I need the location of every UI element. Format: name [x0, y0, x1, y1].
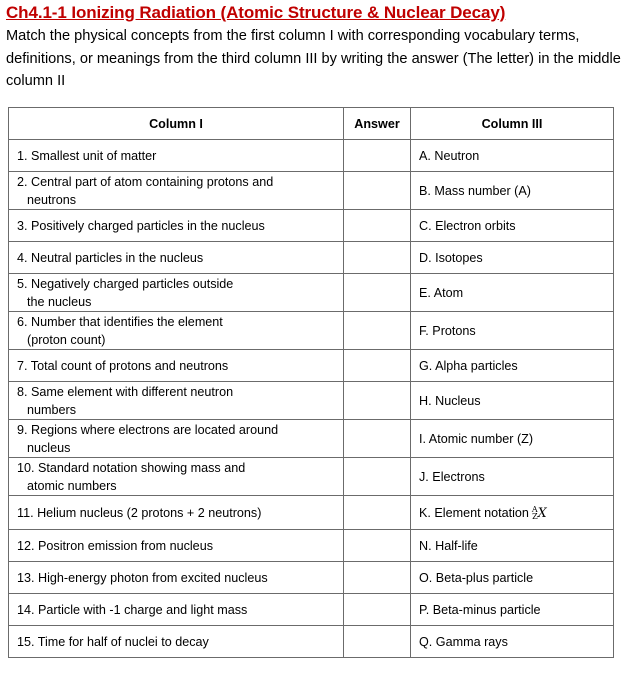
concept-text: 5. Negatively charged particles outside	[17, 276, 234, 291]
concept-text-continued: nucleus	[27, 440, 71, 455]
column-iii-cell	[411, 312, 614, 350]
table-row	[9, 496, 614, 530]
column-i-cell	[9, 350, 344, 382]
column-iii-cell	[411, 458, 614, 496]
column-iii-cell	[411, 242, 614, 274]
table-row	[9, 350, 614, 382]
term-text: K. Element notation	[419, 505, 529, 520]
concept-text: 10. Standard notation showing mass and	[17, 460, 246, 475]
column-i-header: Column I	[9, 108, 344, 140]
column-i-cell	[9, 458, 344, 496]
answer-cell[interactable]	[344, 458, 411, 496]
answer-cell[interactable]	[344, 350, 411, 382]
table-row	[9, 530, 614, 562]
answer-cell[interactable]	[344, 626, 411, 658]
concept-text: 13. High-energy photon from excited nucleus	[17, 570, 268, 585]
table-row	[9, 274, 614, 312]
term-text: F. Protons	[419, 323, 476, 338]
answer-cell[interactable]	[344, 530, 411, 562]
answer-cell[interactable]	[344, 382, 411, 420]
concept-text: 3. Positively charged particles in the nucleus	[17, 218, 265, 233]
concept-text: 6. Number that identifies the element	[17, 314, 223, 329]
column-iii-cell	[411, 496, 614, 530]
page-title: Ch4.1-1 Ionizing Radiation (Atomic Structure & Nuclear Decay)	[6, 3, 506, 22]
column-i-cell	[9, 626, 344, 658]
term-text: J. Electrons	[419, 469, 485, 484]
concept-text-continued: numbers	[27, 402, 76, 417]
concept-text-continued: neutrons	[27, 192, 77, 207]
column-i-cell	[9, 274, 344, 312]
term-text: B. Mass number (A)	[419, 183, 531, 198]
concept-text: 1. Smallest unit of matter	[17, 148, 157, 163]
concept-text: 2. Central part of atom containing protons and	[17, 174, 274, 189]
column-iii-cell	[411, 210, 614, 242]
answer-cell[interactable]	[344, 242, 411, 274]
answer-cell[interactable]	[344, 420, 411, 458]
mass-number-label: A	[531, 505, 538, 515]
term-text: C. Electron orbits	[419, 218, 516, 233]
column-iii-cell	[411, 626, 614, 658]
answer-header: Answer	[344, 108, 411, 140]
column-iii-cell	[411, 530, 614, 562]
column-i-cell	[9, 530, 344, 562]
answer-cell[interactable]	[344, 496, 411, 530]
column-iii-cell	[411, 274, 614, 312]
element-symbol-label: X	[537, 504, 547, 520]
answer-cell[interactable]	[344, 274, 411, 312]
table-row	[9, 140, 614, 172]
column-i-cell	[9, 242, 344, 274]
answer-cell[interactable]	[344, 140, 411, 172]
atomic-number-label: Z	[532, 512, 538, 522]
column-i-cell	[9, 312, 344, 350]
concept-text: 4. Neutral particles in the nucleus	[17, 250, 204, 265]
column-i-cell	[9, 210, 344, 242]
concept-text: 12. Positron emission from nucleus	[17, 538, 213, 553]
table-row	[9, 458, 614, 496]
table-row	[9, 420, 614, 458]
column-i-cell	[9, 172, 344, 210]
table-row	[9, 312, 614, 350]
term-text: Q. Gamma rays	[419, 634, 508, 649]
answer-cell[interactable]	[344, 210, 411, 242]
concept-text: 9. Regions where electrons are located around	[17, 422, 279, 437]
term-text: N. Half-life	[419, 538, 478, 553]
term-text: P. Beta-minus particle	[419, 602, 541, 617]
column-iii-header: Column III	[411, 108, 614, 140]
table-row	[9, 594, 614, 626]
answer-cell[interactable]	[344, 312, 411, 350]
term-text: O. Beta-plus particle	[419, 570, 534, 585]
column-i-cell	[9, 496, 344, 530]
concept-text-continued: atomic numbers	[27, 478, 117, 493]
term-text: D. Isotopes	[419, 250, 483, 265]
concept-text: 11. Helium nucleus (2 protons + 2 neutrons)	[17, 505, 262, 520]
term-text: G. Alpha particles	[419, 358, 518, 373]
concept-text: 8. Same element with different neutron	[17, 384, 234, 399]
answer-cell[interactable]	[344, 594, 411, 626]
table-row	[9, 382, 614, 420]
concept-text: 7. Total count of protons and neutrons	[17, 358, 229, 373]
table-row	[9, 210, 614, 242]
term-text: A. Neutron	[419, 148, 480, 163]
answer-cell[interactable]	[344, 562, 411, 594]
column-i-cell	[9, 382, 344, 420]
column-iii-cell	[411, 594, 614, 626]
table-row	[9, 172, 614, 210]
column-iii-cell	[411, 140, 614, 172]
column-iii-cell	[411, 382, 614, 420]
column-iii-cell	[411, 420, 614, 458]
term-text: I. Atomic number (Z)	[419, 431, 534, 446]
table-row	[9, 626, 614, 658]
concept-text: 14. Particle with -1 charge and light mass	[17, 602, 248, 617]
column-i-cell	[9, 594, 344, 626]
column-i-cell	[9, 420, 344, 458]
concept-text: 15. Time for half of nuclei to decay	[17, 634, 209, 649]
column-iii-cell	[411, 350, 614, 382]
instructions: Match the physical concepts from the first column I with corresponding vocabulary terms, definitions, or meanings from the third column III by writing the answer (The letter) in the middle column II	[6, 28, 621, 89]
concept-text-continued: the nucleus	[27, 294, 92, 309]
term-text: H. Nucleus	[419, 393, 481, 408]
table-row	[9, 562, 614, 594]
answer-cell[interactable]	[344, 172, 411, 210]
matching-table	[8, 107, 614, 658]
element-notation-symbol	[529, 505, 547, 520]
concept-text-continued: (proton count)	[27, 332, 106, 347]
column-iii-cell	[411, 172, 614, 210]
table-header-row	[9, 108, 614, 140]
column-iii-cell	[411, 562, 614, 594]
table-row	[9, 242, 614, 274]
term-text: E. Atom	[419, 285, 464, 300]
column-i-cell	[9, 562, 344, 594]
column-i-cell	[9, 140, 344, 172]
